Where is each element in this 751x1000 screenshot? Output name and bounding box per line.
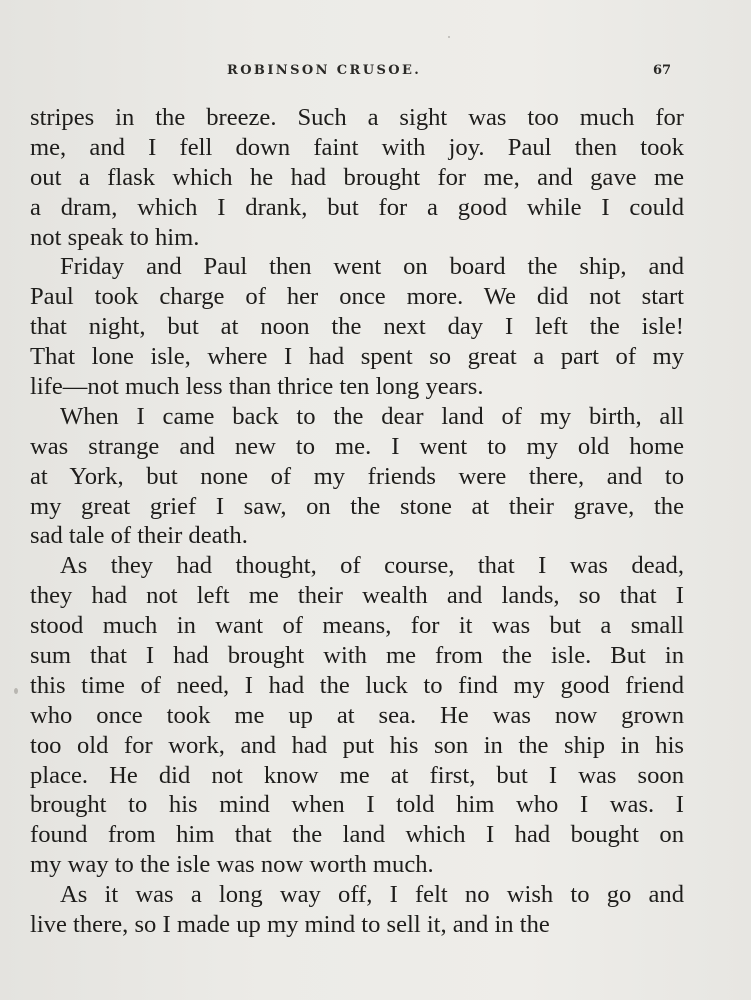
paper-speck — [14, 688, 18, 694]
page-number: 67 — [653, 63, 672, 78]
text-line: they had not left me their wealth and lands, so that I — [30, 582, 684, 610]
text-line: live there, so I made up my mind to sell it, and in the — [30, 911, 550, 939]
text-line: a dram, which I drank, but for a good while I could — [30, 193, 684, 221]
text-line: out a flask which he had brought for me, and gave me — [30, 163, 684, 191]
text-line: sum that I had brought with me from the isle. But in — [30, 642, 684, 670]
text-line: As it was a long way off, I felt no wish to go and — [60, 881, 684, 909]
running-head — [0, 63, 751, 85]
text-line: When I came back to the dear land of my birth, all — [60, 402, 684, 430]
text-line: brought to his mind when I told him who I was. I — [30, 791, 684, 819]
running-title: ROBINSON CRUSOE. — [227, 63, 422, 78]
text-line: me, and I fell down faint with joy. Paul then took — [30, 133, 684, 161]
paragraph — [30, 103, 684, 252]
text-line: found from him that the land which I had bought on — [30, 821, 684, 849]
text-line: my great grief I saw, on the stone at their grave, the — [30, 492, 684, 520]
text-line: As they had thought, of course, that I was dead, — [60, 552, 684, 580]
text-line: not speak to him. — [30, 223, 200, 251]
text-line: too old for work, and had put his son in the ship in his — [30, 731, 684, 759]
body-text — [30, 103, 684, 940]
text-line: That lone isle, where I had spent so great a part of my — [30, 343, 684, 371]
paragraph — [30, 252, 684, 401]
text-line: Paul took charge of her once more. We did not start — [30, 283, 684, 311]
text-line: was strange and new to me. I went to my old home — [30, 432, 684, 460]
text-line: this time of need, I had the luck to find my good friend — [30, 671, 684, 699]
text-line: my way to the isle was now worth much. — [30, 851, 434, 879]
text-line: stood much in want of means, for it was but a small — [30, 612, 684, 640]
paper-speck — [448, 36, 450, 38]
text-line: at York, but none of my friends were there, and to — [30, 462, 684, 490]
text-line: life—not much less than thrice ten long years. — [30, 373, 484, 401]
text-line: that night, but at noon the next day I left the isle! — [30, 313, 684, 341]
text-line: Friday and Paul then went on board the ship, and — [60, 253, 684, 281]
text-line: place. He did not know me at first, but I was soon — [30, 761, 684, 789]
paragraph — [30, 551, 684, 880]
paragraph — [30, 880, 684, 940]
text-line: sad tale of their death. — [30, 522, 248, 550]
text-line: stripes in the breeze. Such a sight was too much for — [30, 104, 684, 131]
paragraph — [30, 402, 684, 551]
text-line: who once took me up at sea. He was now grown — [30, 701, 684, 729]
